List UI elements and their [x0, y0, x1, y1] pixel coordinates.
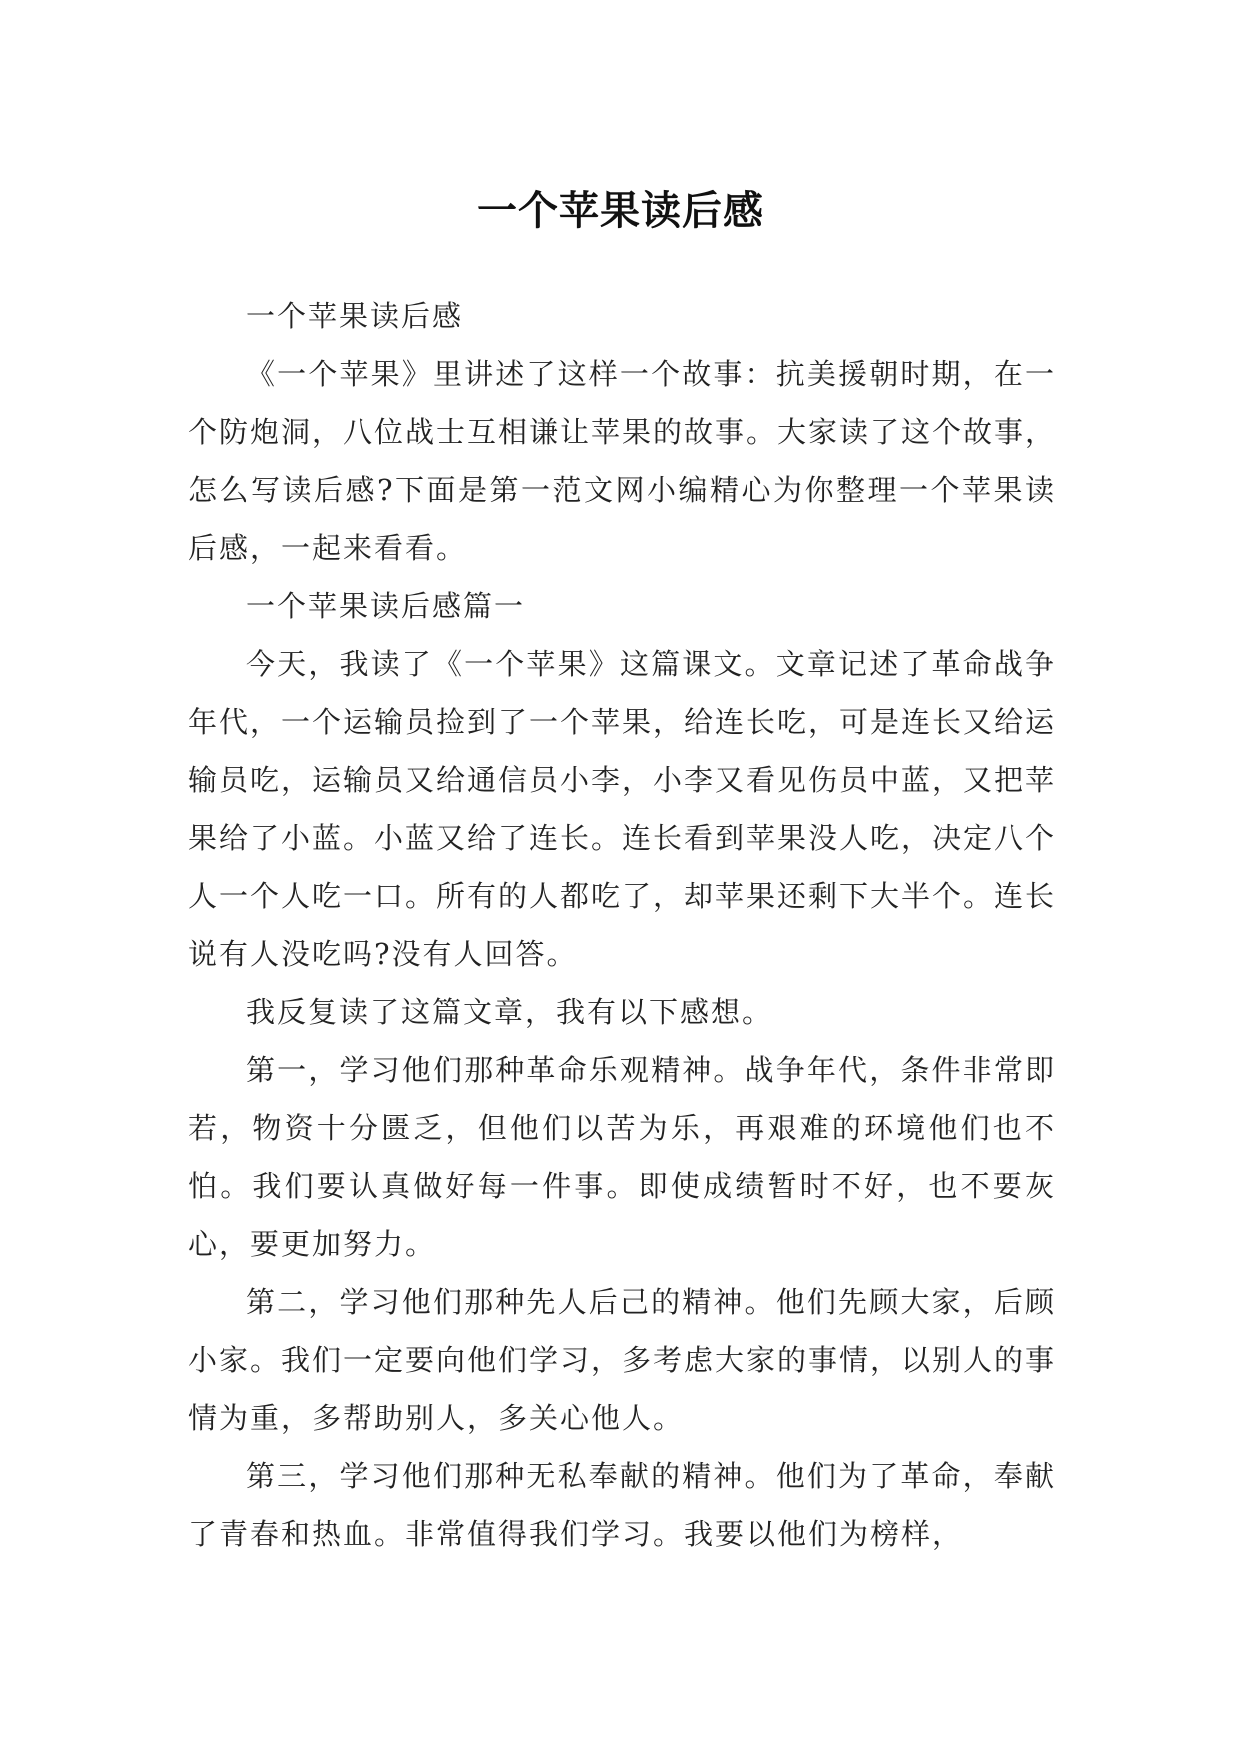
paragraph-point-three: 第三，学习他们那种无私奉献的精神。他们为了革命，奉献了青春和热血。非常值得我们学习。我要以他们为榜样， — [188, 1459, 1056, 1551]
paragraph-subtitle: 一个苹果读后感 — [246, 299, 464, 333]
document-body — [188, 287, 1056, 1563]
document-title: 一个苹果读后感 — [477, 187, 764, 234]
paragraph-point-two: 第二，学习他们那种先人后己的精神。他们先顾大家，后顾小家。我们一定要向他们学习，多考虑大家的事情，以别人的事情为重，多帮助别人，多关心他人。 — [188, 1285, 1057, 1435]
paragraph-section-heading: 一个苹果读后感篇一 — [246, 589, 526, 623]
paragraph-reflection: 我反复读了这篇文章，我有以下感想。 — [246, 995, 774, 1029]
paragraph-story: 今天，我读了《一个苹果》这篇课文。文章记述了革命战争年代，一个运输员捡到了一个苹果，给连长吃，可是连长又给运输员吃，运输员又给通信员小李，小李又看见伤员中蓝，又把苹果给了小蓝。小蓝又给了连长。连长看到苹果没人吃，决定八个人一个人吃一口。所有的人都吃了，却苹果还剩下大半个。连长说有人没吃吗?没有人回答。 — [188, 647, 1057, 971]
paragraph-point-one: 第一，学习他们那种革命乐观精神。战争年代，条件非常即若，物资十分匮乏，但他们以苦为乐，再艰难的环境他们也不怕。我们要认真做好每一件事。即使成绩暂时不好，也不要灰心，要更加努力。 — [188, 1053, 1056, 1261]
paragraph-intro: 《一个苹果》里讲述了这样一个故事：抗美援朝时期，在一个防炮洞，八位战士互相谦让苹果的故事。大家读了这个故事，怎么写读后感?下面是第一范文网小编精心为你整理一个苹果读后感，一起来看看。 — [188, 357, 1057, 565]
